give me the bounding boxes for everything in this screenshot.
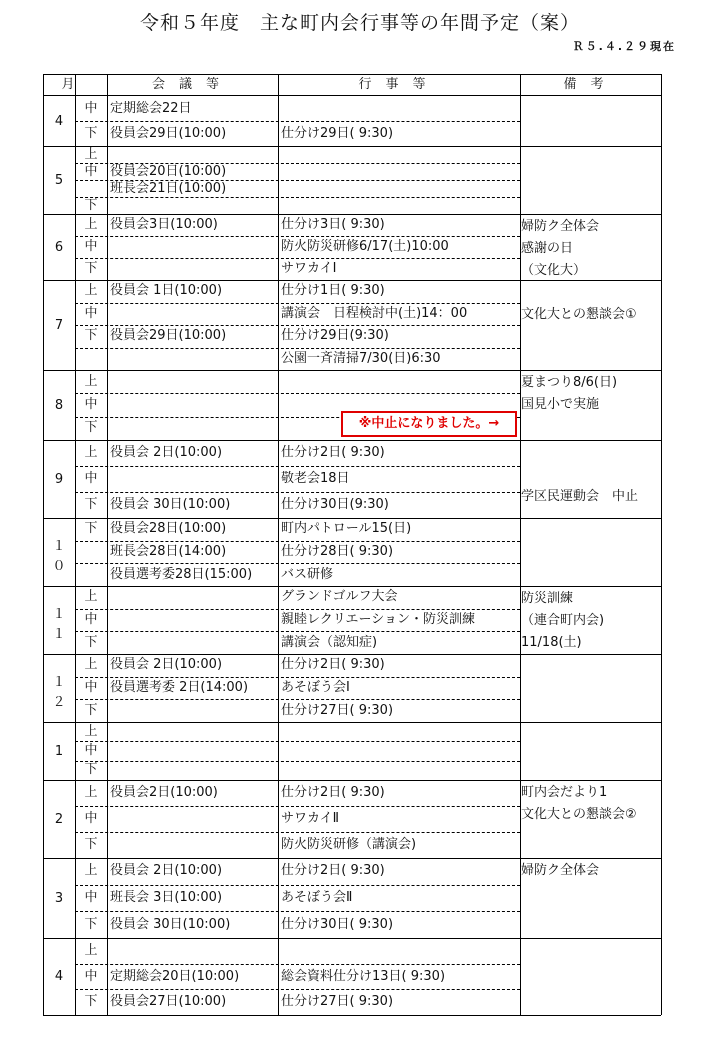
remark-entry: 夏まつり8/6(日) [521, 375, 618, 390]
remark-entry: （連合町内会) [521, 613, 605, 628]
month-label-char: １ [52, 539, 66, 554]
month-label [43, 146, 75, 214]
month-label-char: 3 [54, 890, 64, 906]
event-entry: グランドゴルフ大会 [281, 589, 398, 605]
month-label [43, 858, 75, 938]
sub-row-divider [75, 806, 520, 807]
phase-label: 下 [84, 702, 98, 718]
sub-row-divider [75, 964, 520, 965]
phase-label: 下 [84, 261, 98, 276]
remark-entry: 婦防ク全体会 [521, 863, 600, 878]
meeting-entry: 班長会21日(10:00) [110, 180, 227, 196]
phase-label: 下 [84, 762, 98, 778]
month-label [43, 440, 75, 518]
event-entry: 総会資料仕分け13日( 9:30) [281, 968, 446, 984]
month-label-char: 9 [54, 471, 64, 487]
month-label-char: ０ [52, 559, 66, 574]
phase-label: 下 [84, 420, 98, 436]
month-label-char: 5 [54, 172, 64, 188]
meeting-entry: 役員会 30日(10:00) [110, 916, 231, 932]
sub-row-divider [75, 989, 520, 990]
sub-row-divider [75, 885, 520, 886]
phase-label: 下 [84, 634, 98, 650]
phase-label: 下 [84, 916, 98, 932]
month-label-char: １ [52, 627, 66, 642]
phase-label: 上 [84, 283, 98, 299]
event-entry: サワカイⅠ [281, 261, 337, 276]
remark-entry: 町内会だより1 [521, 785, 608, 800]
month-label [43, 214, 75, 280]
meeting-entry: 役員会27日(10:00) [110, 994, 227, 1010]
event-entry: 公園一斉清掃7/30(日)6:30 [281, 350, 441, 366]
remark-entry: （文化大） [521, 263, 587, 278]
event-entry: 仕分け2日( 9:30) [281, 863, 385, 879]
month-separator [43, 146, 661, 147]
phase-label: 中 [84, 471, 98, 486]
month-label-char: 4 [54, 969, 64, 984]
header-remarks: 備考 [520, 74, 661, 96]
phase-label: 下 [84, 521, 98, 537]
event-entry: 仕分け28日( 9:30) [281, 544, 394, 559]
event-entry: 講演会 日程検討中(土)14：00 [281, 305, 468, 321]
event-entry: 町内パトロール15(日) [281, 521, 412, 537]
phase-label: 下 [84, 328, 98, 344]
month-label [43, 586, 75, 654]
remark-entry: 防災訓練 [521, 591, 574, 606]
meeting-entry: 役員会29日(10:00) [110, 125, 227, 141]
phase-label: 中 [84, 743, 98, 758]
phase-label: 上 [84, 589, 98, 605]
phase-label: 下 [84, 497, 98, 512]
cancel-notice: ※中止になりました。→ [341, 411, 517, 437]
month-label [43, 96, 75, 146]
event-entry: 防火防災研修（講演会) [281, 837, 417, 852]
page-title: 令和５年度 主な町内会行事等の年間予定（案） [139, 12, 580, 34]
as-of-date: Ｒ５.４.２９現在 [572, 40, 676, 53]
phase-label: 上 [84, 445, 98, 460]
table-top-border [43, 74, 661, 75]
phase-label: 中 [84, 397, 98, 412]
phase-label: 上 [84, 217, 98, 232]
meeting-entry: 役員会20日(10:00) [110, 163, 227, 179]
sub-row-divider [75, 741, 520, 742]
event-entry: 仕分け27日( 9:30) [281, 702, 394, 718]
remark-entry: 文化大との懇談会① [521, 307, 637, 322]
remark-entry: 国見小で実施 [521, 397, 600, 412]
event-entry: 仕分け29日( 9:30) [281, 125, 394, 141]
event-entry: あそぼう会Ⅱ [281, 890, 353, 905]
event-entry: 親睦レクリエーション・防災訓練 [281, 612, 475, 627]
header-events: 行事等 [278, 74, 520, 96]
remark-entry: 文化大との懇談会② [521, 807, 637, 822]
month-label [43, 780, 75, 858]
phase-label: 下 [84, 125, 98, 141]
meeting-entry: 役員会 1日(10:00) [110, 283, 223, 299]
sub-row-divider [75, 761, 520, 762]
meeting-entry: 役員会 2日(10:00) [110, 657, 223, 673]
month-label-char: 6 [54, 239, 64, 255]
event-entry: 仕分け3日( 9:30) [281, 217, 385, 232]
remark-entry: 11/18(土) [521, 635, 582, 650]
month-separator [43, 440, 661, 441]
meeting-entry: 役員会3日(10:00) [110, 217, 218, 232]
event-entry: 防火防災研修6/17(土)10:00 [281, 239, 449, 254]
phase-label [75, 565, 107, 585]
meeting-entry: 定期総会22日 [110, 100, 192, 116]
meeting-entry: 役員会29日(10:00) [110, 328, 227, 344]
phase-label: 中 [84, 612, 98, 627]
month-label [43, 654, 75, 722]
month-separator [43, 780, 661, 781]
meeting-entry: 役員選考委28日(15:00) [110, 566, 253, 582]
event-entry: 仕分け30日( 9:30) [281, 916, 394, 932]
month-label-char: 2 [54, 811, 64, 827]
phase-label: 上 [84, 373, 98, 389]
phase-label: 中 [84, 163, 98, 179]
phase-label: 中 [84, 968, 98, 984]
month-separator [43, 1015, 661, 1016]
phase-label: 下 [84, 197, 98, 213]
phase-label: 下 [84, 994, 98, 1010]
month-label-char: ２ [52, 695, 66, 710]
month-label [43, 518, 75, 586]
meeting-entry: 班長会 3日(10:00) [110, 890, 223, 905]
phase-label: 上 [84, 785, 98, 800]
month-label-char: １ [52, 675, 66, 690]
month-label [43, 938, 75, 1015]
phase-label: 下 [84, 837, 98, 852]
month-label [43, 280, 75, 370]
event-entry: バス研修 [281, 566, 334, 582]
header-meetings: 会議等 [107, 74, 278, 96]
phase-label: 中 [84, 811, 98, 826]
remark-entry: 感謝の日 [521, 241, 574, 256]
phase-label [75, 349, 107, 369]
event-entry: 仕分け1日( 9:30) [281, 283, 385, 299]
event-entry: 仕分け30日(9:30) [281, 497, 389, 512]
phase-label: 中 [84, 890, 98, 905]
sub-row-divider [75, 466, 520, 467]
event-entry: サワカイⅡ [281, 811, 340, 826]
phase-label: 中 [84, 680, 98, 695]
sub-row-divider [75, 832, 520, 833]
month-label [43, 370, 75, 440]
annual-schedule-table [43, 74, 661, 1015]
meeting-entry: 定期総会20日(10:00) [110, 968, 240, 984]
month-separator [43, 370, 661, 371]
meeting-entry: 役員会 2日(10:00) [110, 863, 223, 879]
sub-row-divider [75, 492, 520, 493]
meeting-entry: 役員会28日(10:00) [110, 521, 227, 537]
month-separator [43, 938, 661, 939]
month-label-char: １ [52, 607, 66, 622]
meeting-entry: 役員選考委 2日(14:00) [110, 680, 249, 695]
phase-label: 中 [84, 239, 98, 254]
month-separator [43, 858, 661, 859]
event-entry: 仕分け2日( 9:30) [281, 657, 385, 673]
month-label-char: 7 [54, 317, 64, 333]
phase-label: 上 [84, 942, 98, 958]
event-entry: 仕分け2日( 9:30) [281, 445, 385, 460]
meeting-entry: 役員会 2日(10:00) [110, 445, 223, 460]
event-entry: 仕分け29日(9:30) [281, 328, 389, 344]
month-label [43, 722, 75, 780]
month-label-char: 8 [54, 397, 64, 413]
event-entry: 敬老会18日 [281, 471, 350, 486]
meeting-entry: 役員会2日(10:00) [110, 785, 218, 800]
phase-label: 上 [84, 863, 98, 879]
month-label-char: 4 [54, 113, 64, 129]
sub-row-divider [75, 121, 520, 122]
phase-label: 中 [84, 100, 98, 116]
event-entry: 仕分け2日( 9:30) [281, 785, 385, 800]
sub-row-divider [75, 393, 520, 394]
event-entry: 講演会（認知症) [281, 634, 378, 650]
meeting-entry: 役員会 30日(10:00) [110, 497, 231, 512]
month-separator [43, 722, 661, 723]
column-line [661, 74, 662, 1015]
phase-label: 上 [84, 146, 98, 162]
remark-entry: 学区民運動会 中止 [521, 489, 639, 504]
event-entry: あそぼう会Ⅰ [281, 680, 350, 695]
remark-entry: 婦防ク全体会 [521, 219, 600, 234]
phase-label: 中 [84, 305, 98, 321]
phase-label: 上 [84, 657, 98, 673]
header-month: 月 [43, 74, 107, 96]
sub-row-divider [75, 197, 520, 198]
phase-label [75, 542, 107, 562]
meeting-entry: 班長会28日(14:00) [110, 544, 227, 559]
sub-row-divider [75, 911, 520, 912]
phase-label: 上 [84, 723, 98, 739]
event-entry: 仕分け27日( 9:30) [281, 994, 394, 1010]
month-label-char: 1 [54, 743, 64, 759]
